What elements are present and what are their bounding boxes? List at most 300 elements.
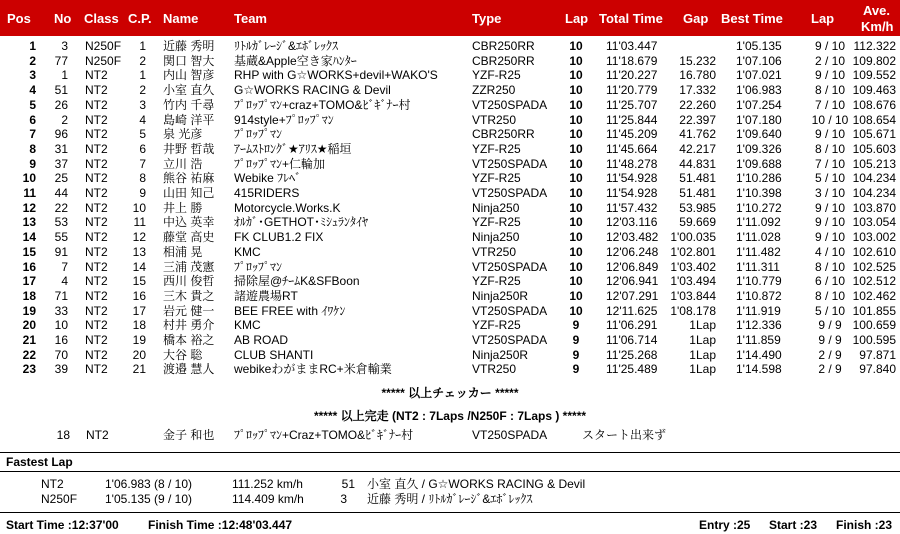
cell-best: 1'10.272: [736, 200, 782, 215]
cell-total: 11'45.209: [606, 127, 658, 142]
cell-cp: 1: [139, 39, 146, 53]
cell-name: 藤堂 高史: [163, 230, 215, 245]
cell-name: 関口 智大: [163, 53, 215, 68]
header-class: Class: [84, 11, 119, 26]
cell-best: 1'11.028: [736, 230, 781, 245]
cell-type: VT250SPADA: [472, 259, 548, 274]
cell-cp: 3: [139, 97, 146, 112]
cell-team: ﾌﾟﾛｯﾌﾟﾏﾝ: [234, 127, 283, 142]
cell-ave: 112.322: [853, 39, 896, 53]
cell-team: CLUB SHANTI: [234, 347, 314, 362]
cell-blap: 3 / 10: [814, 186, 846, 200]
fastest-lap-speed: 114.409 km/h: [232, 492, 304, 506]
cell-team: AB ROAD: [234, 333, 289, 347]
table-row: [0, 69, 900, 81]
cell-blap: 9 / 10: [814, 39, 846, 53]
cell-ave: 102.525: [852, 259, 896, 274]
cell-name: 渡邉 慧人: [163, 362, 215, 377]
cell-cp: 18: [132, 318, 146, 333]
cell-ave: 105.671: [852, 127, 896, 142]
cell-no: 26: [54, 97, 68, 112]
cell-cls: NT2: [85, 215, 108, 230]
cell-cls: NT2: [85, 244, 108, 259]
cell-type: Ninja250R: [472, 347, 529, 362]
cell-gap: 42.217: [679, 141, 716, 156]
cell-name: 内山 智彦: [163, 68, 215, 83]
cell-pos: 12: [22, 200, 36, 215]
cell-lap: 10: [569, 259, 583, 274]
cell-ave: 109.552: [852, 68, 896, 83]
fastest-lap-time: 1'06.983 (8 / 10): [105, 477, 193, 491]
cell-gap: 1'08.178: [670, 303, 716, 318]
cell-best: 1'07.254: [736, 97, 782, 112]
cell-best: 1'10.398: [736, 186, 782, 200]
cell-gap: 1Lap: [689, 333, 716, 347]
cell-lap: 10: [569, 127, 583, 142]
cell-cls: NT2: [85, 112, 108, 127]
cell-name: 山田 知己: [163, 186, 215, 200]
cell-no: 91: [54, 244, 68, 259]
cell-cp: 8: [139, 171, 146, 186]
dns-team: ﾌﾟﾛｯﾌﾟﾏﾝ+Craz+TOMO&ﾋﾞｷﾞﾅｰ村: [234, 428, 414, 442]
cell-lap: 10: [569, 230, 583, 245]
cell-total: 11'06.291: [606, 318, 658, 333]
cell-lap: 9: [572, 318, 580, 333]
cell-best: 1'07.021: [736, 68, 782, 83]
table-row: [0, 187, 900, 199]
cell-name: 泉 光彦: [163, 127, 203, 142]
cell-name: 中込 英幸: [163, 215, 215, 230]
cell-no: 25: [54, 171, 68, 186]
cell-total: 11'25.268: [606, 347, 658, 362]
cell-pos: 22: [22, 347, 36, 362]
cell-best: 1'06.983: [736, 83, 782, 98]
cell-team: ｵﾙｶﾞ･GETHOT･ﾐｼｭﾗﾝﾀｲﾔ: [234, 215, 368, 230]
cell-cp: 15: [132, 274, 146, 289]
cell-type: Ninja250: [472, 230, 520, 245]
cell-best: 1'10.286: [736, 171, 782, 186]
cell-type: CBR250RR: [472, 127, 535, 142]
cell-team: webikeわがままRC+米倉輸業: [234, 362, 392, 377]
fastest-lap-no: 51: [341, 477, 355, 491]
header-gap: Gap: [683, 11, 709, 26]
cell-lap: 10: [569, 171, 583, 186]
cell-blap: 8 / 10: [814, 288, 846, 303]
cell-cls: NT2: [85, 141, 108, 156]
fastest-lap-class: N250F: [41, 492, 78, 506]
cell-no: 71: [54, 288, 68, 303]
cell-ave: 102.462: [852, 288, 896, 303]
cell-total: 11'54.928: [606, 171, 658, 186]
table-row: [0, 319, 900, 331]
cell-best: 1'07.180: [736, 112, 782, 127]
cell-pos: 11: [23, 186, 36, 200]
cell-total: 11'25.844: [606, 112, 658, 127]
header-pos: Pos: [7, 11, 31, 26]
cell-team: BEE FREE with ｲﾜｹﾝ: [234, 303, 346, 318]
cell-total: 12'06.941: [606, 274, 659, 289]
cell-ave: 100.595: [852, 333, 896, 347]
header-total-time: Total Time: [599, 11, 663, 26]
cell-name: 三浦 茂憲: [163, 259, 215, 274]
cell-pos: 23: [22, 362, 36, 377]
table-row: [0, 305, 900, 317]
header-best-lap: Lap: [811, 11, 835, 26]
cell-no: 96: [54, 127, 68, 142]
header-cp: C.P.: [128, 11, 152, 26]
cell-type: VTR250: [472, 112, 517, 127]
fastest-lap-rider: 小室 直久 / G☆WORKS RACING & Devil: [367, 477, 586, 491]
cell-blap: 5 / 10: [814, 171, 846, 186]
cell-pos: 20: [22, 318, 36, 333]
cell-cp: 13: [132, 244, 146, 259]
cell-type: YZF-R25: [472, 274, 521, 289]
table-row: [0, 40, 900, 52]
footer: [0, 514, 900, 534]
cell-lap: 10: [569, 156, 583, 171]
cell-cp: 5: [139, 127, 146, 142]
cell-team: KMC: [234, 318, 261, 333]
cell-gap: 59.669: [679, 215, 716, 230]
cell-team: ﾌﾟﾛｯﾌﾟﾏﾝ+craz+TOMO&ﾋﾞｷﾞﾅｰ村: [234, 97, 411, 112]
cell-lap: 10: [569, 112, 583, 127]
cell-cp: 4: [139, 112, 146, 127]
cell-ave: 103.002: [852, 230, 896, 245]
cell-gap: 1Lap: [689, 347, 716, 362]
cell-no: 3: [61, 39, 68, 53]
cell-gap: 17.332: [679, 83, 716, 98]
cell-name: 相浦 晃: [163, 244, 203, 259]
cell-best: 1'14.490: [736, 347, 782, 362]
table-row: [0, 99, 900, 111]
cell-total: 11'48.278: [606, 156, 658, 171]
cell-blap: 2 / 10: [814, 53, 846, 68]
cell-pos: 8: [29, 141, 36, 156]
cell-name: 三木 貴之: [163, 288, 215, 303]
cell-type: YZF-R25: [472, 171, 521, 186]
cell-lap: 10: [569, 53, 583, 68]
cell-name: 井野 哲哉: [163, 141, 215, 156]
cell-total: 11'20.779: [606, 83, 658, 98]
cell-ave: 101.855: [852, 303, 896, 318]
cell-lap: 10: [569, 186, 583, 200]
cell-lap: 10: [569, 288, 583, 303]
cell-cls: NT2: [85, 333, 108, 347]
cell-pos: 16: [22, 259, 36, 274]
cell-blap: 9 / 10: [814, 127, 846, 142]
cell-total: 11'03.447: [606, 39, 658, 53]
cell-lap: 10: [569, 83, 583, 98]
cell-cp: 6: [139, 141, 146, 156]
cell-no: 2: [61, 112, 68, 127]
table-row: [0, 172, 900, 184]
header-team: Team: [234, 11, 267, 26]
cell-cp: 21: [132, 362, 146, 377]
cell-cp: 11: [133, 215, 146, 230]
cell-cls: N250F: [85, 39, 122, 53]
cell-lap: 10: [569, 244, 583, 259]
cell-type: VT250SPADA: [472, 333, 548, 347]
cell-pos: 17: [22, 274, 36, 289]
fastest-lap-speed: 111.252 km/h: [232, 477, 303, 491]
cell-lap: 10: [569, 215, 583, 230]
cell-blap: 2 / 9: [818, 347, 842, 362]
cell-type: VT250SPADA: [472, 156, 548, 171]
cell-cls: NT2: [85, 259, 108, 274]
cell-best: 1'05.135: [736, 39, 782, 53]
cell-best: 1'12.336: [736, 318, 782, 333]
cell-blap: 9 / 9: [818, 318, 842, 333]
cell-blap: 8 / 10: [814, 141, 846, 156]
header-kmh: Km/h: [861, 19, 894, 34]
fastest-lap-no: 3: [340, 492, 347, 506]
cell-cp: 10: [132, 200, 146, 215]
cell-blap: 4 / 10: [814, 244, 846, 259]
cell-type: YZF-R25: [472, 318, 521, 333]
cell-pos: 5: [29, 97, 36, 112]
cell-name: 竹内 千尋: [163, 97, 215, 112]
cell-pos: 9: [29, 156, 36, 171]
table-row: [0, 275, 900, 287]
cell-team: 415RIDERS: [234, 186, 300, 200]
cell-gap: 1'03.494: [670, 274, 716, 289]
cell-blap: 9 / 10: [814, 68, 846, 83]
cell-cp: 2: [139, 83, 146, 98]
cell-type: Ninja250R: [472, 288, 529, 303]
header-ave: Ave.: [863, 3, 890, 18]
complete-line: ***** 以上完走 (NT2 : 7Laps /N250F : 7Laps ) *****: [313, 409, 587, 423]
cell-cls: NT2: [85, 83, 108, 98]
cell-ave: 97.840: [859, 362, 896, 377]
cell-cp: 14: [132, 259, 146, 274]
cell-lap: 9: [572, 362, 580, 377]
cell-best: 1'11.859: [736, 333, 781, 347]
cell-pos: 1: [29, 39, 36, 53]
cell-cls: NT2: [85, 230, 108, 245]
cell-name: 熊谷 祐麻: [163, 171, 215, 186]
cell-cp: 16: [132, 288, 146, 303]
cell-type: VT250SPADA: [472, 303, 548, 318]
cell-pos: 13: [22, 215, 36, 230]
cell-ave: 109.463: [852, 83, 896, 98]
cell-blap: 2 / 9: [818, 362, 842, 377]
cell-name: 西川 俊哲: [163, 274, 215, 289]
cell-name: 立川 浩: [163, 156, 203, 171]
cell-gap: 41.762: [679, 127, 716, 142]
table-row: [0, 363, 900, 375]
cell-blap: 6 / 10: [814, 274, 846, 289]
cell-lap: 10: [569, 274, 583, 289]
finish-count: Finish :23: [836, 518, 893, 532]
dns-name: 金子 和也: [163, 428, 215, 442]
cell-blap: 9 / 10: [814, 200, 846, 215]
cell-pos: 21: [22, 333, 36, 347]
cell-total: 12'07.291: [606, 288, 659, 303]
cell-no: 7: [61, 259, 68, 274]
table-row: [0, 55, 900, 67]
table-row: [0, 290, 900, 302]
cell-ave: 104.234: [852, 186, 896, 200]
cell-total: 12'03.482: [606, 230, 659, 245]
cell-total: 11'06.714: [606, 333, 658, 347]
divider: [0, 512, 900, 513]
cell-type: YZF-R25: [472, 215, 521, 230]
cell-blap: 8 / 10: [814, 83, 846, 98]
cell-no: 51: [54, 83, 68, 98]
cell-lap: 10: [569, 39, 583, 53]
cell-no: 4: [61, 274, 68, 289]
cell-no: 10: [54, 318, 68, 333]
cell-no: 53: [54, 215, 68, 230]
cell-cp: 20: [132, 347, 146, 362]
cell-team: ﾌﾟﾛｯﾌﾟﾏﾝ+仁輪加: [234, 156, 326, 171]
cell-gap: 53.985: [679, 200, 716, 215]
cell-team: 諸遊農場RT: [234, 288, 298, 303]
cell-no: 33: [54, 303, 68, 318]
cell-no: 16: [54, 333, 68, 347]
cell-blap: 9 / 10: [814, 215, 846, 230]
cell-ave: 108.654: [852, 112, 896, 127]
cell-cls: NT2: [85, 200, 108, 215]
cell-best: 1'10.779: [736, 274, 782, 289]
table-row: [0, 84, 900, 96]
header-best-time: Best Time: [721, 11, 783, 26]
cell-blap: 7 / 10: [814, 156, 846, 171]
cell-gap: 1'00.035: [670, 230, 716, 245]
cell-type: Ninja250: [472, 200, 520, 215]
table-row: [0, 158, 900, 170]
cell-cp: 1: [139, 68, 146, 83]
cell-cls: NT2: [85, 288, 108, 303]
table-row: [0, 216, 900, 228]
cell-team: 掃除屋@ﾁｰﾑK&SFBoon: [234, 274, 360, 289]
cell-lap: 10: [569, 200, 583, 215]
cell-team: ﾘﾄﾙｶﾞﾚｰｼﾞ&ｴﾎﾞﾚｯｸｽ: [234, 39, 339, 53]
cell-gap: 51.481: [679, 186, 716, 200]
cell-gap: 1Lap: [689, 362, 716, 377]
cell-team: G☆WORKS RACING & Devil: [234, 83, 391, 98]
cell-total: 11'54.928: [606, 186, 658, 200]
cell-cp: 9: [139, 186, 146, 200]
cell-ave: 108.676: [852, 97, 896, 112]
cell-name: 大谷 聡: [163, 347, 203, 362]
cell-team: ﾌﾟﾛｯﾌﾟﾏﾝ: [234, 259, 283, 274]
cell-best: 1'09.326: [736, 141, 782, 156]
cell-best: 1'14.598: [736, 362, 782, 377]
cell-gap: 44.831: [679, 156, 716, 171]
cell-gap: 51.481: [679, 171, 716, 186]
cell-pos: 2: [29, 53, 36, 68]
cell-best: 1'07.106: [736, 53, 782, 68]
cell-name: 井上 勝: [163, 200, 203, 215]
cell-pos: 10: [22, 171, 36, 186]
cell-team: Webike ﾌﾚﾍﾞ: [234, 171, 302, 186]
cell-cp: 7: [139, 156, 146, 171]
cell-type: VT250SPADA: [472, 186, 548, 200]
cell-name: 村井 勇介: [163, 318, 215, 333]
cell-name: 近藤 秀明: [163, 39, 215, 53]
cell-ave: 102.610: [852, 244, 896, 259]
cell-lap: 9: [572, 333, 580, 347]
cell-best: 1'11.919: [736, 303, 781, 318]
cell-total: 11'45.664: [606, 141, 658, 156]
cell-no: 31: [54, 141, 68, 156]
cell-cls: NT2: [85, 362, 108, 377]
cell-total: 11'18.679: [606, 53, 658, 68]
cell-team: 基蔵&Apple空き家ﾊﾝﾀｰ: [234, 53, 357, 68]
table-row: [0, 128, 900, 140]
table-row: [0, 202, 900, 214]
table-row: [0, 261, 900, 273]
cell-ave: 103.870: [852, 200, 896, 215]
divider: [0, 452, 900, 453]
cell-best: 1'11.092: [736, 215, 781, 230]
cell-gap: 22.260: [679, 97, 716, 112]
cell-ave: 97.871: [859, 347, 896, 362]
cell-no: 39: [54, 362, 68, 377]
cell-total: 11'20.227: [606, 68, 658, 83]
cell-cls: NT2: [85, 97, 108, 112]
cell-blap: 9 / 9: [818, 333, 842, 347]
cell-no: 44: [54, 186, 68, 200]
start-count: Start :23: [769, 518, 818, 532]
fastest-lap-time: 1'05.135 (9 / 10): [105, 492, 193, 506]
cell-pos: 18: [22, 288, 36, 303]
cell-cls: NT2: [85, 303, 108, 318]
cell-blap: 9 / 10: [814, 230, 846, 245]
cell-blap: 5 / 10: [814, 303, 846, 318]
cell-pos: 15: [22, 244, 36, 259]
entry-count: Entry :25: [699, 518, 751, 532]
cell-type: CBR250RR: [472, 39, 535, 53]
cell-best: 1'11.482: [736, 244, 781, 259]
cell-gap: 15.232: [679, 53, 716, 68]
cell-cls: NT2: [85, 318, 108, 333]
cell-type: VTR250: [472, 244, 517, 259]
cell-lap: 10: [569, 141, 583, 156]
cell-blap: 10 / 10: [811, 112, 849, 127]
cell-type: VT250SPADA: [472, 97, 548, 112]
cell-pos: 3: [29, 68, 36, 83]
cell-blap: 7 / 10: [814, 97, 846, 112]
cell-no: 22: [54, 200, 68, 215]
dns-row: [0, 429, 900, 441]
cell-type: VTR250: [472, 362, 517, 377]
cell-lap: 9: [572, 347, 580, 362]
cell-lap: 10: [569, 97, 583, 112]
dns-status: スタート出来ず: [582, 428, 667, 442]
cell-best: 1'11.311: [736, 259, 780, 274]
cell-pos: 7: [29, 127, 36, 142]
checker-line: ***** 以上チェッカー *****: [381, 386, 519, 400]
cell-name: 島崎 洋平: [163, 112, 215, 127]
cell-best: 1'09.688: [736, 156, 782, 171]
cell-cp: 19: [132, 333, 146, 347]
table-row: [0, 114, 900, 126]
cell-ave: 109.802: [852, 53, 896, 68]
cell-best: 1'10.872: [736, 288, 782, 303]
cell-pos: 4: [29, 83, 36, 98]
cell-lap: 10: [569, 303, 583, 318]
cell-ave: 103.054: [852, 215, 896, 230]
cell-pos: 6: [29, 112, 36, 127]
cell-no: 55: [54, 230, 68, 245]
cell-ave: 100.659: [852, 318, 896, 333]
cell-best: 1'09.640: [736, 127, 782, 142]
cell-pos: 19: [22, 303, 36, 318]
cell-total: 12'03.116: [606, 215, 658, 230]
fastest-lap-title: Fastest Lap: [6, 455, 73, 469]
